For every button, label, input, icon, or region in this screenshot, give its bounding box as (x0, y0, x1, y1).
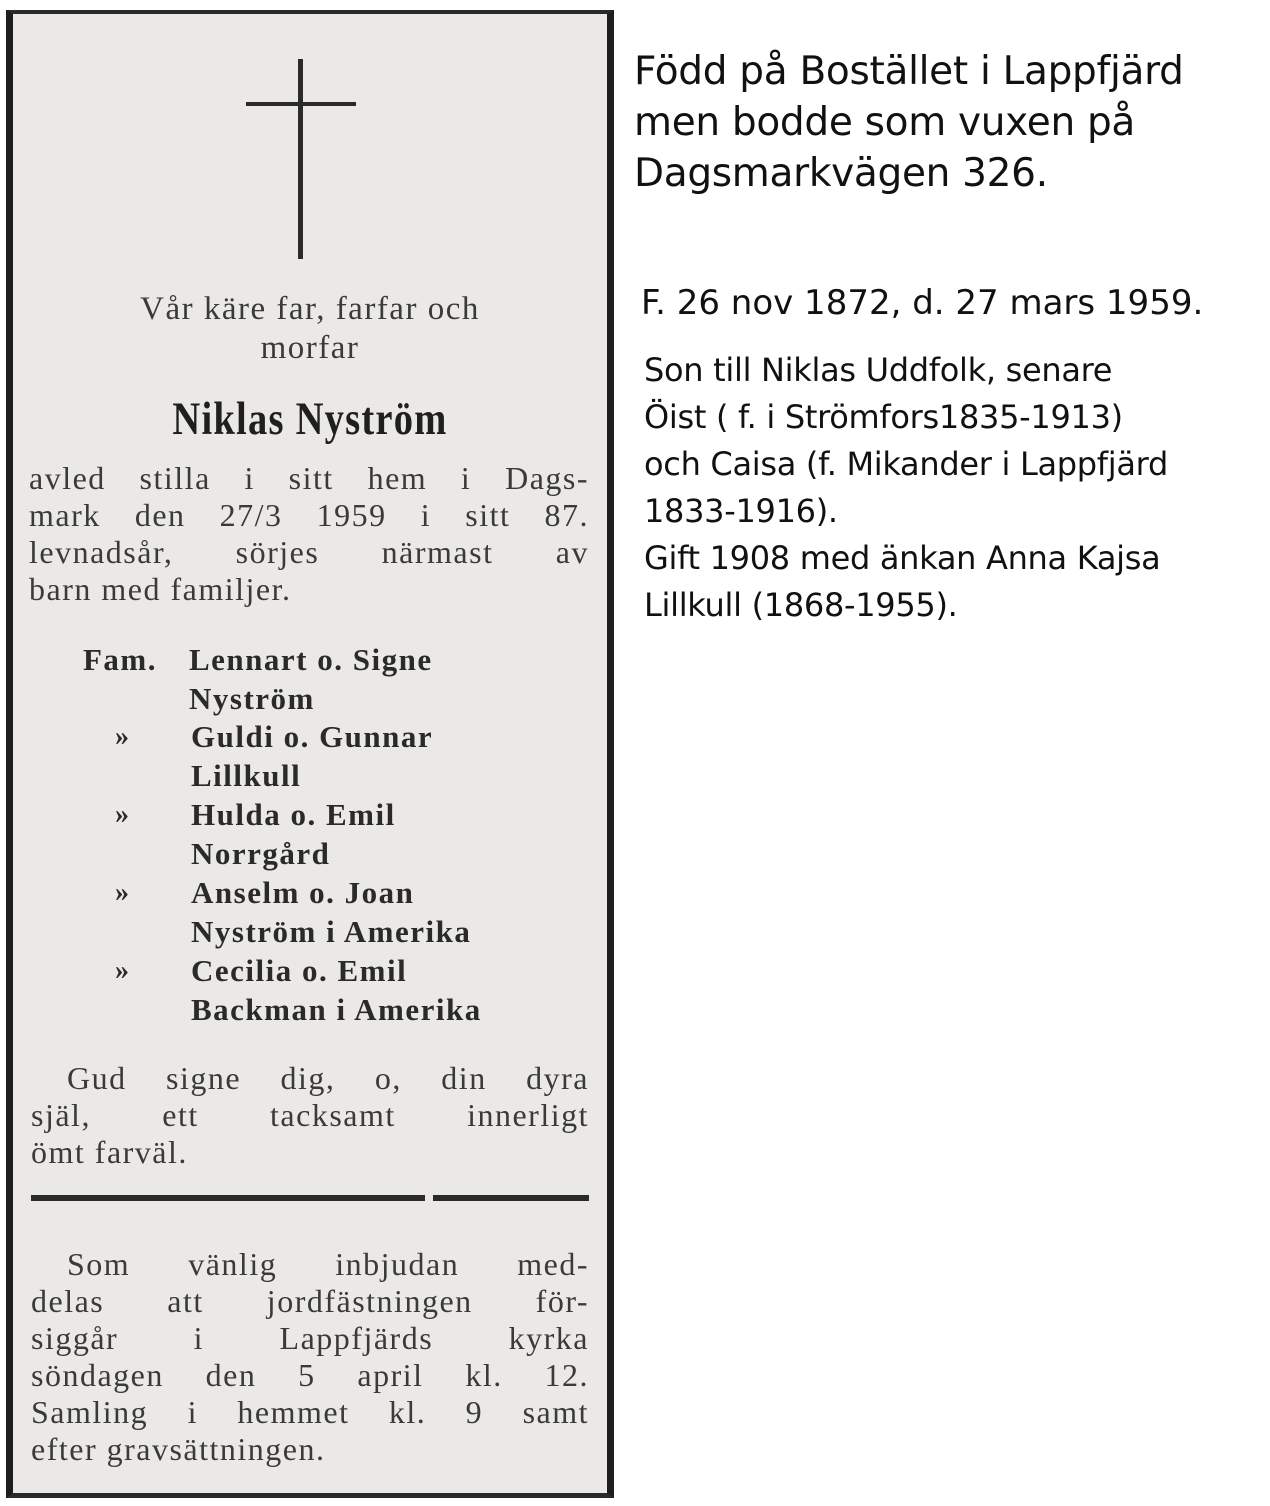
family-line: Lennart o. Signe (189, 642, 433, 677)
intro-line: Vår käre far, farfar och (140, 291, 480, 327)
family-line: Anselm o. Joan (191, 875, 415, 910)
invitation-line: delas att jordfästningen för- (31, 1283, 589, 1319)
obituary-clipping (6, 10, 614, 1498)
life-dates: F. 26 nov 1872, d. 27 mars 1959. (641, 283, 1204, 323)
note-line: Gift 1908 med änkan Anna Kajsa (644, 539, 1161, 577)
family-line: Guldi o. Gunnar (191, 719, 434, 754)
family-line: Norrgård (191, 836, 331, 871)
verse-line: själ, ett tacksamt innerligt (31, 1097, 589, 1133)
invitation-line: efter gravsättningen. (31, 1431, 326, 1467)
death-notice (29, 460, 589, 608)
note-line: Öist ( f. i Strömfors1835-1913) (644, 398, 1123, 436)
cross-icon-bar (246, 102, 356, 106)
notice-line: barn med familjer. (29, 571, 292, 607)
parents-note (644, 347, 1168, 629)
family-line: Hulda o. Emil (191, 797, 396, 832)
invitation-line: siggår i Lappfjärds kyrka (31, 1320, 589, 1356)
divider-rule (31, 1195, 589, 1201)
note-line: men bodde som vuxen på (634, 100, 1136, 145)
notice-line: levnadsår, sörjes närmast av (29, 534, 589, 570)
family-line: Nyström (189, 681, 315, 716)
family-line: Nyström i Amerika (191, 914, 472, 949)
farewell-verse (31, 1060, 589, 1171)
note-line: Född på Bostället i Lappfjärd (634, 49, 1184, 94)
ditto-mark: » (115, 877, 131, 908)
notice-line: mark den 27/3 1959 i sitt 87. (29, 497, 589, 533)
ditto-mark: » (115, 955, 131, 986)
note-line: Dagsmarkvägen 326. (634, 151, 1048, 196)
note-line: 1833-1916). (644, 492, 838, 530)
cross-icon (298, 59, 303, 259)
invitation-line: Samling i hemmet kl. 9 samt (31, 1394, 589, 1430)
notice-line: avled stilla i sitt hem i Dags- (29, 460, 589, 496)
verse-line: ömt farväl. (31, 1134, 188, 1170)
note-line: Son till Niklas Uddfolk, senare (644, 351, 1113, 389)
funeral-invitation (31, 1246, 589, 1468)
note-line: och Caisa (f. Mikander i Lappfjärd (644, 445, 1168, 483)
family-line: Cecilia o. Emil (191, 953, 408, 988)
deceased-name: Niklas Nyström (172, 393, 448, 445)
invitation-line: Som vänlig inbjudan med- (67, 1246, 589, 1282)
note-line: Lillkull (1868-1955). (644, 586, 958, 624)
family-prefix: Fam. (83, 642, 158, 677)
birthplace-note (634, 46, 1184, 199)
family-line: Backman i Amerika (191, 992, 482, 1027)
intro-line: morfar (260, 330, 360, 366)
family-line: Lillkull (191, 758, 302, 793)
ditto-mark: » (115, 721, 131, 752)
invitation-line: söndagen den 5 april kl. 12. (31, 1357, 589, 1393)
verse-line: Gud signe dig, o, din dyra (67, 1060, 589, 1096)
ditto-mark: » (115, 799, 131, 830)
divider-gap (425, 1195, 433, 1201)
